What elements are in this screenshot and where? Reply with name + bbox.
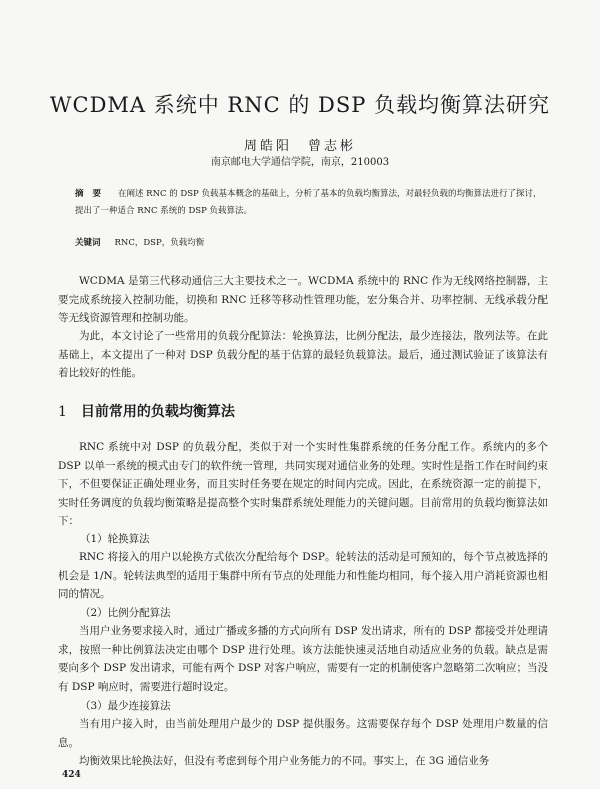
subsection-heading-2: （2）比例分配算法	[80, 607, 171, 619]
abstract-text: 在阐述 RNC 的 DSP 负载基本概念的基础上，分析了基本的负载均衡算法，对最轻负载的均衡算法进行了探讨，提出了一种适合 RNC 系统的 DSP 负载算法。	[75, 189, 542, 216]
subsection-heading-3: （3）最少连接算法	[80, 700, 171, 712]
subsection-text-3: 当有用户接入时，由当前处理用户最少的 DSP 提供服务。这需要保存每个 DSP 处理用户数量的信息。	[58, 718, 548, 749]
intro-paragraph-1: WCDMA 是第三代移动通信三大主要技术之一。WCDMA 系统中的 RNC 作为无线网络控制器，主要完成系统接入控制功能，切换和 RNC 迁移等移动性管理功能，宏分集合并、功率控制、无线承载分配等无线资源管理和控制功能。	[58, 275, 548, 324]
keywords-text: RNC，DSP，负载均衡	[114, 238, 205, 248]
section-body: RNC 系统中对 DSP 的负载分配，类似于对一个实时性集群系统的任务分配工作。系统内的多个 DSP 以单一系统的模式由专门的软件统一管理，共同实现对通信业务的处理。实时性是指工作在时间约束下，不但要保证正确处理业务，而且实时任务要在规定的时间内完成。因此，在系统资源一定的前提下，实时任务调度的负载均衡策略是提高整个实时集群系统处理能力的关键问题。目前常用的负载均衡算法如下：	[58, 441, 548, 527]
intro-paragraph-2: 为此，本文讨论了一些常用的负载分配算法：轮换算法，比例分配法，最少连接法，散列法等。在此基础上，本文提出了一种对 DSP 负载分配的基于估算的最轻负载算法。最后，通过测试验证了该算法有着比较好的性能。	[58, 330, 548, 379]
subsection-heading-1: （1）轮换算法	[80, 533, 150, 545]
section-heading	[58, 401, 235, 421]
keywords	[75, 236, 545, 248]
section-number: 1	[58, 404, 67, 420]
authors: 周皓阳 曾志彬	[243, 139, 356, 154]
affiliation: 南京邮电大学通信学院，南京，210003	[210, 157, 390, 168]
page-number: 424	[62, 770, 81, 780]
subsection-text-1: RNC 将接入的用户以轮换方式依次分配给每个 DSP。轮转法的活动是可预知的，每个节点被选择的机会是 1/N。轮转法典型的适用于集群中所有节点的处理能力和性能均相同，每个接入用户消耗资源也相同的情况。	[58, 551, 548, 600]
paper-title: WCDMA 系统中 RNC 的 DSP 负载均衡算法研究	[49, 93, 551, 117]
abstract-label: 摘 要	[75, 189, 104, 199]
abstract	[75, 186, 545, 220]
subsection-text-2: 当用户业务要求接入时，通过广播或多播的方式向所有 DSP 发出请求，所有的 DSP 都接受并处理请求，按照一种比例算法决定由哪个 DSP 进行处理。该方法能快速灵活地自动适应业务的负载。缺点是需要向多个 DSP 发出请求，可能有两个 DSP 对客户响应，需要有一定的机制使客户忽略第二次响应；当没有 DSP 响应时，需要进行超时设定。	[58, 625, 548, 693]
trailing-paragraph: 均衡效果比轮换法好，但没有考虑到每个用户业务能力的不同。事实上，在 3G 通信业务	[79, 755, 490, 767]
keywords-label: 关键词	[75, 238, 101, 248]
section-title: 目前常用的负载均衡算法	[80, 404, 235, 420]
